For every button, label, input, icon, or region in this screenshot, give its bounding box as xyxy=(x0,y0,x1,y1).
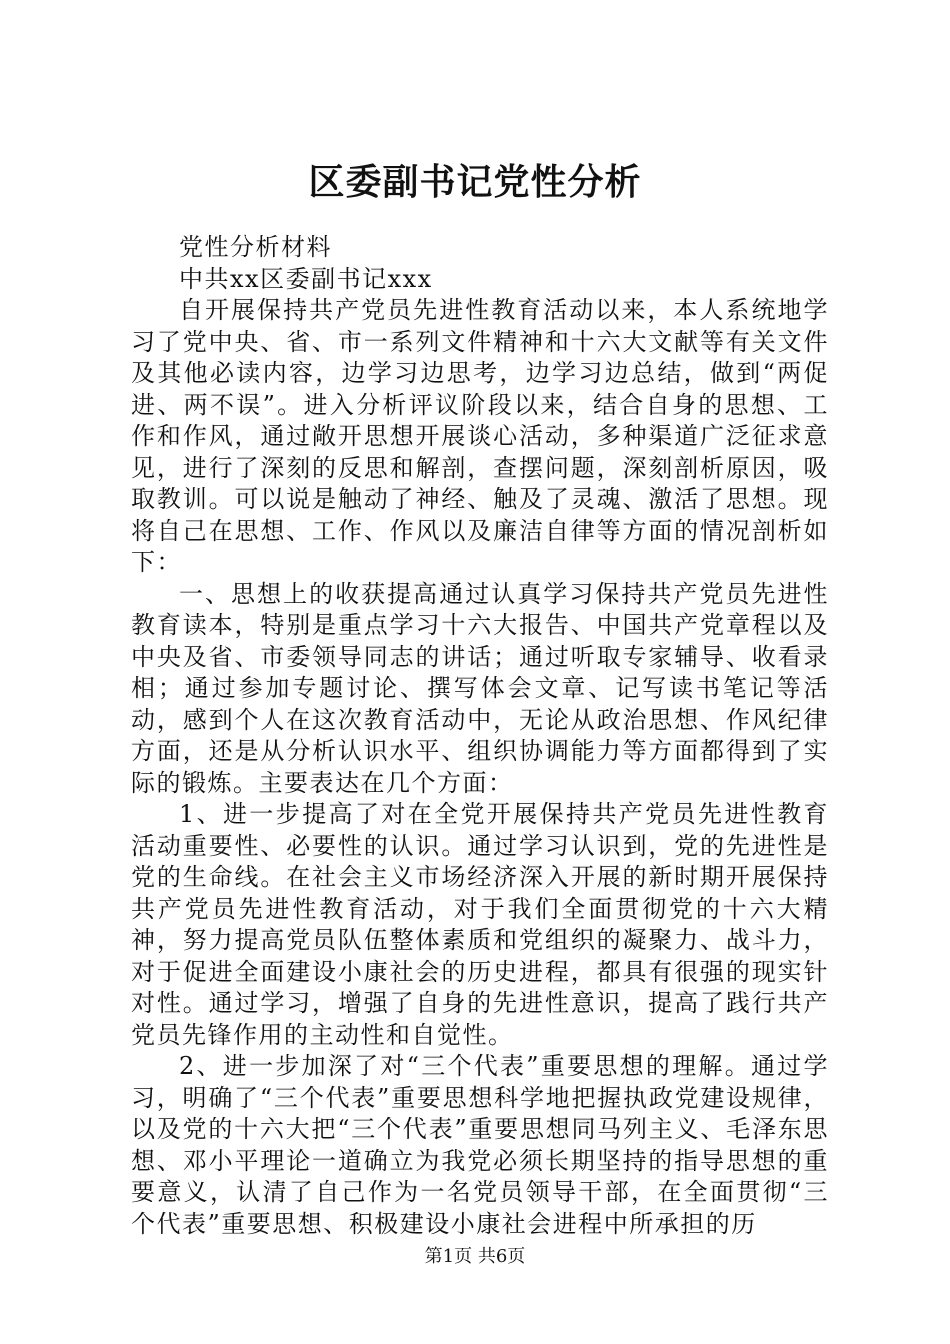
paragraph-author: 中共xx区委副书记xxx xyxy=(179,264,433,293)
paragraph-point-two: 2、进一步加深了对“三个代表”重要思想的理解。通过学习，明确了“三个代表”重要思想科学地把握执政党建设规律，以及党的十六大把“三个代表”重要思想同马列主义、毛泽东思想、邓小平理论一道确立为我党必须长期坚持的指导思想的重要意义，认清了自己作为一名党员领导干部，在全面贯彻“三个代表”重要思想、积极建设小康社会进程中所承担的历 xyxy=(131,1052,829,1238)
paragraph-subtitle: 党性分析材料 xyxy=(179,233,332,261)
page-number-footer: 第1页 共6页 xyxy=(424,1246,526,1267)
paragraph-point-one: 1、进一步提高了对在全党开展保持共产党员先进性教育活动重要性、必要性的认识。通过学习认识到，党的先进性是党的生命线。在社会主义市场经济深入开展的新时期开展保持共产党员先进性教育活动，对于我们全面贯彻党的十六大精神，努力提高党员队伍整体素质和党组织的凝聚力、战斗力，对于促进全面建设小康社会的历史进程，都具有很强的现实针对性。通过学习，增强了自身的先进性意识，提高了践行共产党员先锋作用的主动性和自觉性。 xyxy=(131,800,829,1049)
document-body xyxy=(131,232,829,1240)
document-title: 区委副书记党性分析 xyxy=(308,161,642,203)
paragraph-section-one: 一、思想上的收获提高通过认真学习保持共产党员先进性教育读本，特别是重点学习十六大报告、中国共产党章程以及中央及省、市委领导同志的讲话；通过听取专家辅导、收看录相；通过参加专题讨论、撰写体会文章、记写读书笔记等活动，感到个人在这次教育活动中，无论从政治思想、作风纪律方面，还是从分析认识水平、组织协调能力等方面都得到了实际的锻炼。主要表达在几个方面： xyxy=(131,579,829,797)
paragraph-intro: 自开展保持共产党员先进性教育活动以来，本人系统地学习了党中央、省、市一系列文件精神和十六大文献等有关文件及其他必读内容，边学习边思考，边学习边总结，做到“两促进、两不误”。进入分析评议阶段以来，结合自身的思想、工作和作风，通过敞开思想开展谈心活动，多种渠道广泛征求意见，进行了深刻的反思和解剖，查摆问题，深刻剖析原因，吸取教训。可以说是触动了神经、触及了灵魂、激活了思想。现将自己在思想、工作、作风以及廉洁自律等方面的情况剖析如下： xyxy=(131,296,829,576)
